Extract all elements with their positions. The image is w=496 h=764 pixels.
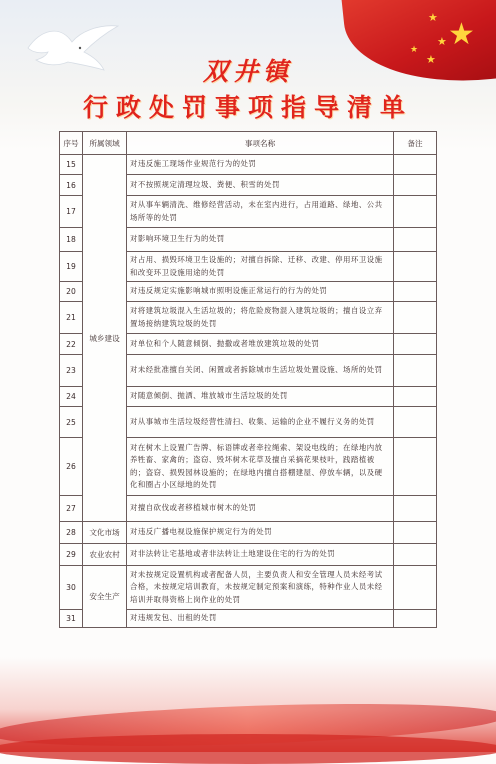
domain-cell: 农业农村 xyxy=(83,544,127,566)
item-cell: 对非法转让宅基地或者非法转让土地建设住宅的行为的处罚 xyxy=(127,544,394,566)
table-row xyxy=(60,566,437,610)
item-cell: 对将建筑垃圾混入生活垃圾的；将危险废物混入建筑垃圾的；擅自设立弃置场接纳建筑垃圾的处罚 xyxy=(127,302,394,334)
row-number: 15 xyxy=(60,155,83,175)
item-cell: 对不按照规定清理垃圾、粪便、积雪的处罚 xyxy=(127,175,394,196)
row-number: 23 xyxy=(60,355,83,387)
remark-cell xyxy=(394,228,437,252)
item-cell: 对违反施工现场作业规范行为的处罚 xyxy=(127,155,394,175)
row-number: 22 xyxy=(60,334,83,355)
domain-cell: 文化市场 xyxy=(83,522,127,544)
header-domain: 所属领域 xyxy=(83,132,127,155)
row-number: 16 xyxy=(60,175,83,196)
header-item: 事项名称 xyxy=(127,132,394,155)
remark-cell xyxy=(394,566,437,610)
row-number: 21 xyxy=(60,302,83,334)
penalty-table xyxy=(59,131,437,628)
row-number: 20 xyxy=(60,282,83,302)
item-cell: 对单位和个人随意倾倒、抛撒或者堆放建筑垃圾的处罚 xyxy=(127,334,394,355)
star-icon: ★ xyxy=(410,45,419,55)
star-icon: ★ xyxy=(437,35,447,48)
item-cell: 对擅自砍伐或者移植城市树木的处罚 xyxy=(127,496,394,522)
row-number: 26 xyxy=(60,438,83,496)
remark-cell xyxy=(394,407,437,438)
row-number: 17 xyxy=(60,196,83,228)
star-icon: ★ xyxy=(426,53,436,66)
remark-cell xyxy=(394,196,437,228)
row-number: 30 xyxy=(60,566,83,610)
item-cell: 对未按规定设置机构或者配备人员，主要负责人和安全管理人员未经考试合格，未按规定培训教育，未按规定制定预案和演练，特种作业人员未经培训并取得资格上岗作业的处罚 xyxy=(127,566,394,610)
remark-cell xyxy=(394,282,437,302)
item-cell: 对违反广播电视设施保护规定行为的处罚 xyxy=(127,522,394,544)
domain-cell: 城乡建设 xyxy=(83,155,127,522)
remark-cell xyxy=(394,155,437,175)
header-no: 序号 xyxy=(60,132,83,155)
item-cell: 对未经批准擅自关闭、闲置或者拆除城市生活垃圾处置设施、场所的处罚 xyxy=(127,355,394,387)
remark-cell xyxy=(394,496,437,522)
star-icon: ★ xyxy=(428,11,438,24)
item-cell: 对违规发包、出租的处罚 xyxy=(127,610,394,628)
remark-cell xyxy=(394,544,437,566)
item-cell: 对影响环境卫生行为的处罚 xyxy=(127,228,394,252)
remark-cell xyxy=(394,438,437,496)
remark-cell xyxy=(394,252,437,282)
remark-cell xyxy=(394,522,437,544)
remark-cell xyxy=(394,334,437,355)
row-number: 27 xyxy=(60,496,83,522)
red-ribbon-decoration xyxy=(0,734,496,764)
header-remark: 备注 xyxy=(394,132,437,155)
item-cell: 对占用、损毁环境卫生设施的；对擅自拆除、迁移、改建、停用环卫设施和改变环卫设施用途的处罚 xyxy=(127,252,394,282)
item-cell: 对从事车辆清洗、维修经营活动，未在室内进行，占用道路、绿地、公共场所等的处罚 xyxy=(127,196,394,228)
row-number: 24 xyxy=(60,387,83,407)
row-number: 29 xyxy=(60,544,83,566)
table-row xyxy=(60,155,437,175)
table-row xyxy=(60,544,437,566)
star-icon: ★ xyxy=(448,17,475,52)
remark-cell xyxy=(394,387,437,407)
row-number: 28 xyxy=(60,522,83,544)
item-cell: 对违反规定实施影响城市照明设施正常运行的行为的处罚 xyxy=(127,282,394,302)
table-header-row xyxy=(60,132,437,155)
row-number: 18 xyxy=(60,228,83,252)
remark-cell xyxy=(394,302,437,334)
row-number: 19 xyxy=(60,252,83,282)
page-title: 行政处罚事项指导清单 xyxy=(82,93,413,122)
remark-cell xyxy=(394,610,437,628)
domain-cell: 安全生产 xyxy=(83,566,127,628)
row-number: 25 xyxy=(60,407,83,438)
item-cell: 对随意倾倒、抛洒、堆放城市生活垃圾的处罚 xyxy=(127,387,394,407)
table-row xyxy=(60,522,437,544)
town-name: 双井镇 xyxy=(202,57,293,86)
remark-cell xyxy=(394,175,437,196)
remark-cell xyxy=(394,355,437,387)
item-cell: 对从事城市生活垃圾经营性清扫、收集、运输的企业不履行义务的处罚 xyxy=(127,407,394,438)
item-cell: 对在树木上设置广告牌、标语牌或者牵拉绳索、架设电线的；在绿地内放养牲畜、家禽的；盗窃、毁坏树木花草及擅自采摘花果枝叶，践踏植被的；盗窃、损毁园林设施的；在绿地内擅自搭棚建屋、停放车辆，以及硬化和圈占小区绿地的处罚 xyxy=(127,438,394,496)
row-number: 31 xyxy=(60,610,83,628)
